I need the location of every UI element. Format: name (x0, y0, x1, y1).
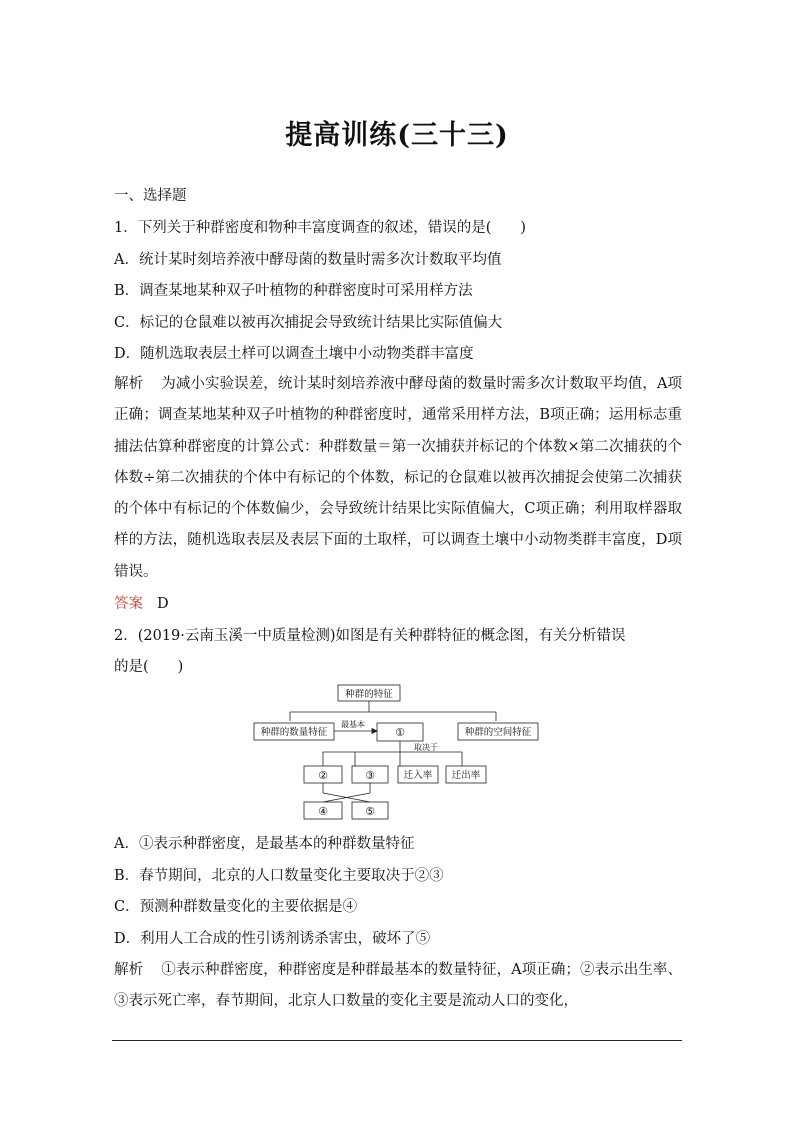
q1-option-d: D．随机选取表层土样可以调查土壤中小动物类群丰富度 (114, 346, 474, 362)
population-concept-diagram (252, 684, 542, 821)
q1-option-b: B．调查某地某种双子叶植物的种群密度时可采用样方法 (114, 283, 473, 299)
q2-analysis-label: 解析 (114, 962, 144, 978)
label-n2: ② (318, 769, 328, 782)
label-n3: ③ (365, 769, 375, 782)
q2-option-b: B．春节期间，北京的人口数量变化主要取决于②③ (114, 868, 444, 884)
q1-answer (114, 594, 169, 614)
label-in: 迁入率 (403, 770, 433, 781)
q1-answer-value: D (157, 596, 169, 612)
q2-option-a: A．①表示种群密度，是最基本的种群数量特征 (114, 836, 415, 852)
q1-analysis (114, 369, 682, 588)
q2-stem-line2: 的是( ) (114, 659, 184, 675)
q1-option-c: C．标记的仓鼠难以被再次捕捉会导致统计结果比实际值偏大 (114, 315, 503, 331)
footer-divider (112, 1040, 682, 1041)
q1-analysis-label: 解析 (114, 376, 144, 392)
label-most-basic: 最基本 (341, 720, 365, 729)
label-quantity: 种群的数量特征 (260, 727, 328, 738)
q2-analysis-text: ①表示种群密度，种群密度是种群最基本的数量特征，A项正确；②表示出生率、③表示死亡率，春节期间，北京人口数量的变化主要是流动人口的变化， (114, 962, 683, 1010)
label-n5: ⑤ (365, 805, 375, 818)
q2-stem-line1: 2．(2019·云南玉溪一中质量检测)如图是有关种群特征的概念图，有关分析错误 (114, 628, 626, 644)
q2-analysis (114, 955, 682, 1018)
q1-option-a: A．统计某时刻培养液中酵母菌的数量时需多次计数取平均值 (114, 252, 502, 268)
label-depends: 取决于 (414, 743, 438, 752)
page-title: 提高训练(三十三) (285, 120, 509, 151)
q1-answer-label: 答案 (114, 596, 143, 612)
q1-analysis-text: 为减小实验误差，统计某时刻培养液中酵母菌的数量时需多次计数取平均值，A项正确；调查某地某种双子叶植物的种群密度时，通常采用样方法，B项正确；运用标志重捕法估算种群密度的计算公式：种群数量＝第一次捕获并标记的个体数×第二次捕获的个体数÷第二次捕获的个体中有标记的个体数，标记的仓鼠难以被再次捕捉会使第二次捕获的个体中有标记的个体数偏少，会导致统计结果比实际值偏大，C项正确；利用取样器取样的方法，随机选取表层及表层下面的土取样，可以调查土壤中小动物类群丰富度，D项错误。 (114, 376, 683, 580)
label-n1: ① (395, 726, 405, 739)
q1-stem: 1．下列关于种群密度和物种丰富度调查的叙述，错误的是( ) (114, 220, 527, 236)
label-top: 种群的特征 (345, 689, 393, 700)
section-heading: 一、选择题 (114, 188, 187, 204)
label-spatial: 种群的空间特征 (464, 727, 532, 738)
label-n4: ④ (318, 805, 328, 818)
label-out: 迁出率 (451, 770, 481, 781)
q2-option-c: C．预测种群数量变化的主要依据是④ (114, 899, 358, 915)
q2-option-d: D．利用人工合成的性引诱剂诱杀害虫，破坏了⑤ (114, 931, 431, 947)
